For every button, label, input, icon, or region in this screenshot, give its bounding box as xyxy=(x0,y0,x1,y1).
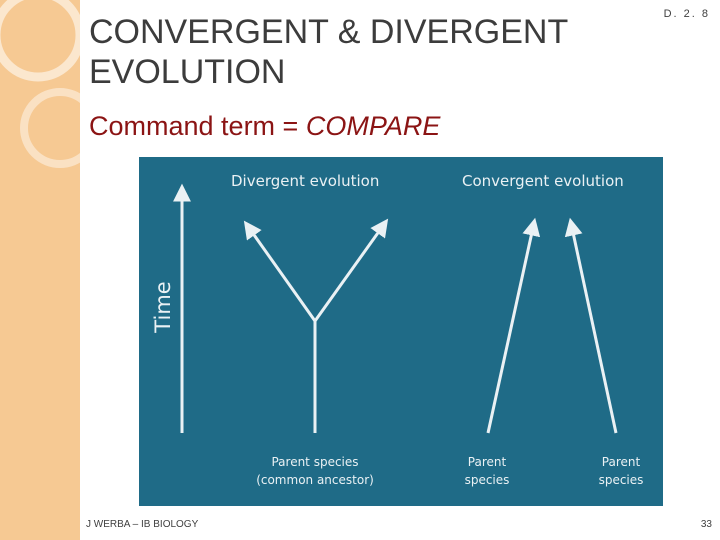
divergent-evolution-heading: Divergent evolution xyxy=(231,172,380,190)
convergent-left-arrow xyxy=(488,223,534,433)
decorative-sidebar xyxy=(0,0,80,540)
convergent-left-caption-line-1: Parent xyxy=(467,455,507,469)
convergent-right-caption-line-1: Parent xyxy=(601,455,641,469)
footer-author: J WERBA – IB BIOLOGY xyxy=(86,519,199,530)
decorative-circles xyxy=(0,0,80,540)
divergent-parent-caption-line-2: (common ancestor) xyxy=(256,473,374,487)
divergent-right-arrow xyxy=(315,223,385,321)
convergent-parent-caption-left xyxy=(454,453,520,489)
divergent-left-arrow xyxy=(247,225,315,321)
slide-subtitle xyxy=(89,110,440,142)
convergent-evolution-heading: Convergent evolution xyxy=(462,172,624,190)
slide-title xyxy=(89,12,649,92)
diagram-arrows xyxy=(139,157,663,506)
slide-page-number: 33 xyxy=(700,519,712,530)
divergent-parent-caption xyxy=(249,453,381,489)
convergent-left-caption-line-2: species xyxy=(464,473,510,487)
convergent-right-caption-line-2: species xyxy=(598,473,644,487)
subtitle-prefix: Command term = xyxy=(89,111,306,141)
slide-title-line-2: EVOLUTION xyxy=(89,53,286,91)
time-axis-label: Time xyxy=(151,281,175,333)
evolution-diagram xyxy=(139,157,663,506)
divergent-parent-caption-line-1: Parent species xyxy=(271,455,359,469)
convergent-right-arrow xyxy=(571,223,616,433)
subtitle-command-term: COMPARE xyxy=(305,111,441,141)
convergent-parent-caption-right xyxy=(588,453,654,489)
syllabus-code: D. 2. 8 xyxy=(663,8,710,20)
slide-title-line-1: CONVERGENT & DIVERGENT xyxy=(89,13,569,51)
